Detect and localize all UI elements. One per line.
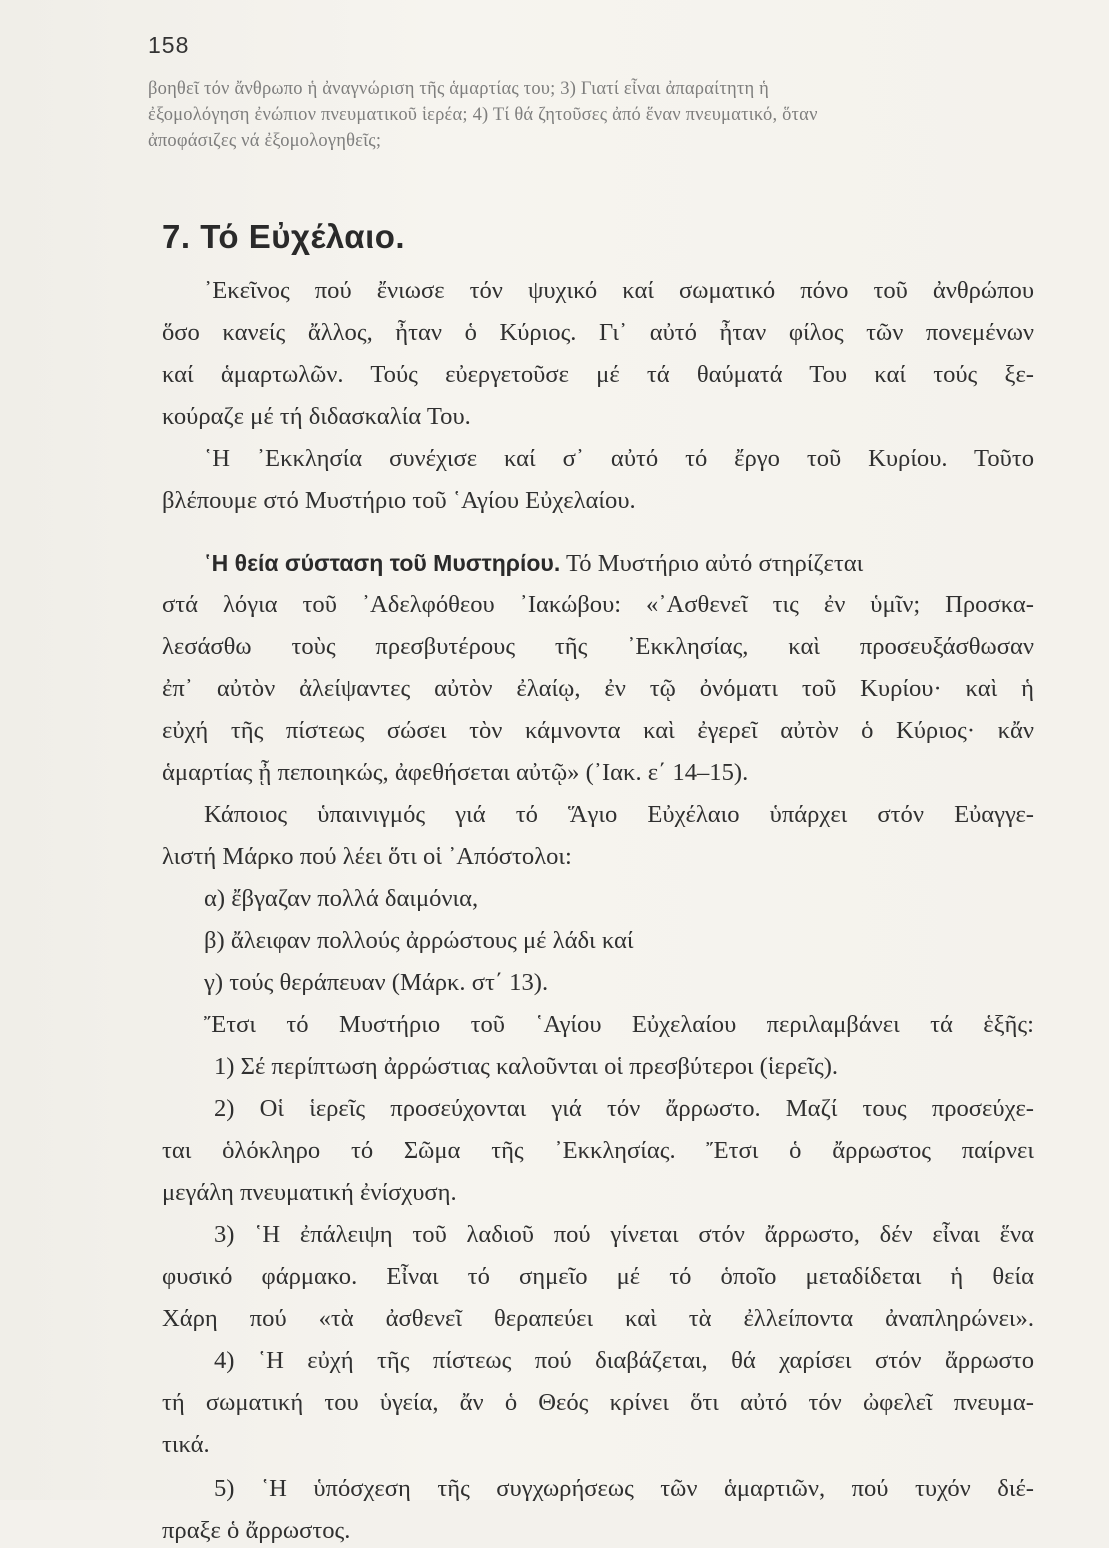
section-title: 7. Τό Εὐχέλαιο. bbox=[162, 218, 406, 255]
text-line: ᾿Εκεῖνος πού ἔνιωσε τόν ψυχικό καί σωματικό πόνο τοῦ ἀνθρώπου bbox=[204, 277, 1034, 304]
text-line: Χάρη πού «τὰ ἀσθενεῖ θεραπεύει καὶ τὰ ἐλλείποντα ἀναπληρώνει». bbox=[162, 1305, 1034, 1332]
text-line: ἐπ᾿ αὐτὸν ἀλείψαντες αὐτὸν ἐλαίῳ, ἐν τῷ ὀνόματι τοῦ Κυρίου· καὶ ἡ bbox=[162, 675, 1034, 702]
list-item: 4) ῾Η εὐχή τῆς πίστεως πού διαβάζεται, θά χαρίσει στόν ἄρρωστο bbox=[214, 1347, 1034, 1374]
text-line: λιστή Μάρκο πού λέει ὅτι οἱ ᾿Απόστολοι: bbox=[162, 843, 572, 870]
text-line: μεγάλη πνευματική ἐνίσχυση. bbox=[162, 1179, 457, 1206]
text-line: εὐχή τῆς πίστεως σώσει τὸν κάμνοντα καὶ ἐγερεῖ αὐτὸν ὁ Κύριος· κἄν bbox=[162, 717, 1034, 744]
subheading-line bbox=[162, 546, 1034, 580]
text-line: λεσάσθω τοὺς πρεσβυτέρους τῆς ᾿Εκκλησίας, καὶ προσευξάσθωσαν bbox=[162, 633, 1034, 660]
page-number: 158 bbox=[148, 32, 190, 58]
text-line: ται ὁλόκληρο τό Σῶμα τῆς ᾿Εκκλησίας. Ἔτσι ὁ ἄρρωστος παίρνει bbox=[162, 1137, 1034, 1164]
list-item: 5) ῾Η ὑπόσχεση τῆς συγχωρήσεως τῶν ἁμαρτιῶν, πού τυχόν διέ- bbox=[214, 1475, 1034, 1502]
text-line: πραξε ὁ ἄρρωστος. bbox=[162, 1517, 351, 1544]
text-line: ἐξομολόγηση ἐνώπιον πνευματικοῦ ἱερέα; 4) Τί θά ζητοῦσες ἀπό ἕναν πνευματικό, ὅταν bbox=[148, 105, 818, 125]
text-line: καί ἁμαρτωλῶν. Τούς εὐεργετοῦσε μέ τά θαύματά Του καί τούς ξε- bbox=[162, 361, 1034, 388]
text-line: Κάποιος ὑπαινιγμός γιά τό Ἅγιο Εὐχέλαιο ὑπάρχει στόν Εὐαγγε- bbox=[204, 801, 1034, 828]
text-line: βλέπουμε στό Μυστήριο τοῦ ῾Αγίου Εὐχελαίου. bbox=[162, 487, 636, 514]
list-item: 1) Σέ περίπτωση ἀρρώστιας καλοῦνται οἱ πρεσβύτεροι (ἱερεῖς). bbox=[214, 1053, 839, 1080]
text-line: τή σωματική του ὑγεία, ἄν ὁ Θεός κρίνει ὅτι αὐτό τόν ὠφελεῖ πνευμα- bbox=[162, 1389, 1034, 1416]
text-line: βοηθεῖ τόν ἄνθρωπο ἡ ἀναγνώριση τῆς ἁμαρτίας του; 3) Γιατί εἶναι ἀπαραίτητη ἡ bbox=[148, 79, 770, 99]
text-line: ῾Η ᾿Εκκλησία συνέχισε καί σ᾿ αὐτό τό ἔργο τοῦ Κυρίου. Τοῦτο bbox=[204, 445, 1034, 472]
subheading: ῾Η θεία σύσταση τοῦ Μυστηρίου. bbox=[204, 550, 561, 576]
text-line: Ἔτσι τό Μυστήριο τοῦ ῾Αγίου Εὐχελαίου περιλαμβάνει τά ἑξῆς: bbox=[204, 1011, 1034, 1038]
list-item: β) ἄλειφαν πολλούς ἀρρώστους μέ λάδι καί bbox=[204, 927, 634, 954]
previous-section-questions bbox=[148, 76, 1048, 154]
text-line: κούραζε μέ τή διδασκαλία Του. bbox=[162, 403, 471, 430]
list-item: γ) τούς θεράπευαν (Μάρκ. στ΄ 13). bbox=[204, 969, 549, 996]
text-line: φυσικό φάρμακο. Εἶναι τό σημεῖο μέ τό ὁποῖο μεταδίδεται ἡ θεία bbox=[162, 1263, 1034, 1290]
list-item: 2) Οἱ ἱερεῖς προσεύχονται γιά τόν ἄρρωστο. Μαζί τους προσεύχε- bbox=[214, 1095, 1034, 1122]
list-item: α) ἔβγαζαν πολλά δαιμόνια, bbox=[204, 885, 479, 912]
text-line: ἁμαρτίας ᾖ πεποιηκώς, ἀφεθήσεται αὐτῷ» (᾿Ιακ. ε΄ 14–15). bbox=[162, 759, 749, 786]
text-line: τικά. bbox=[162, 1431, 210, 1458]
text-line: στά λόγια τοῦ ᾿Αδελφόθεου ᾿Ιακώβου: «᾿Ασθενεῖ τις ἐν ὑμῖν; Προσκα- bbox=[162, 591, 1034, 618]
text-fragment: Τό Μυστήριο αὐτό στηρίζεται bbox=[565, 550, 864, 577]
text-line: ἀποφάσιζες νά ἐξομολογηθεῖς; bbox=[148, 131, 382, 151]
list-item: 3) ῾Η ἐπάλειψη τοῦ λαδιοῦ πού γίνεται στόν ἄρρωστο, δέν εἶναι ἕνα bbox=[214, 1221, 1034, 1248]
text-line: ὅσο κανείς ἄλλος, ἦταν ὁ Κύριος. Γι᾿ αὐτό ἦταν φίλος τῶν πονεμένων bbox=[162, 319, 1034, 346]
